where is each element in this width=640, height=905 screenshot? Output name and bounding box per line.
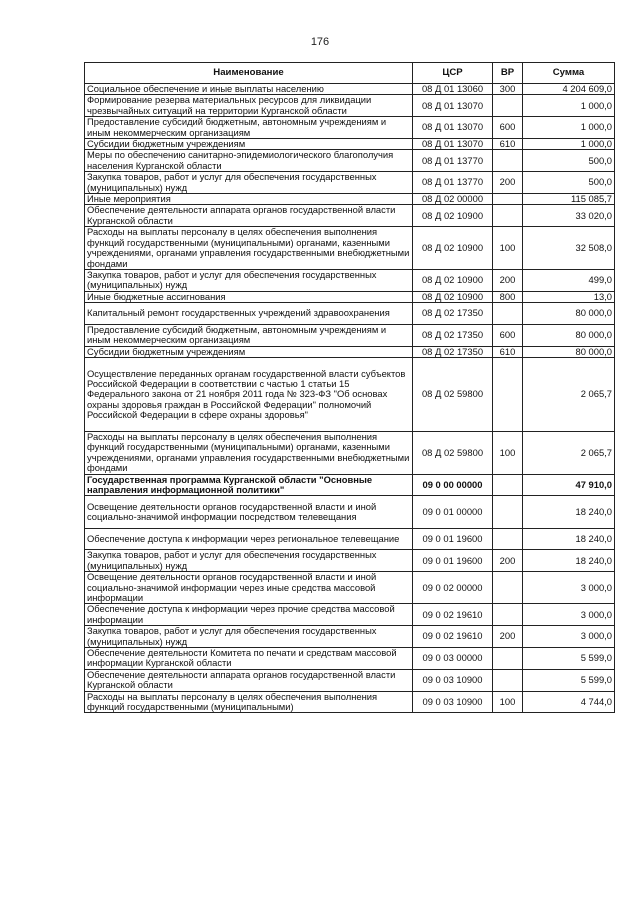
row-name: Освещение деятельности органов государственной власти и иной социально-значимой информации посредством телевещания [85,496,413,528]
table-row [85,269,615,291]
table-row [85,550,615,572]
row-name: Обеспечение доступа к информации через прочие средства массовой информации [85,604,413,626]
table-row [85,346,615,357]
row-sum: 33 020,0 [523,205,615,227]
table-row [85,303,615,325]
row-csr: 08 Д 02 59800 [413,431,493,474]
table-row [85,291,615,302]
row-sum: 499,0 [523,269,615,291]
row-vr: 800 [493,291,523,302]
row-sum: 4 204 609,0 [523,84,615,95]
row-sum: 3 000,0 [523,572,615,604]
row-csr: 09 0 01 19600 [413,528,493,550]
row-vr [493,604,523,626]
row-name: Расходы на выплаты персоналу в целях обеспечения выполнения функций государственными (муниципальными) органами, казенными учреждениями, органами управления государственными внебюджетными фондами [85,431,413,474]
row-vr [493,572,523,604]
table-header-row [85,63,615,84]
table-row [85,117,615,139]
row-sum: 2 065,7 [523,431,615,474]
row-vr [493,358,523,432]
row-name: Меры по обеспечению санитарно-эпидемиологического благополучия населения Курганской области [85,150,413,172]
table-row [85,648,615,670]
row-vr: 200 [493,269,523,291]
page-number: 176 [310,36,330,48]
row-name: Предоставление субсидий бюджетным, автономным учреждениям и иным некоммерческим организациям [85,324,413,346]
row-csr: 08 Д 02 00000 [413,194,493,205]
row-csr: 08 Д 01 13770 [413,150,493,172]
row-vr: 100 [493,691,523,713]
row-vr: 600 [493,117,523,139]
row-sum: 5 599,0 [523,669,615,691]
row-name: Субсидии бюджетным учреждениям [85,346,413,357]
table-row [85,431,615,474]
table-row [85,205,615,227]
row-sum: 3 000,0 [523,604,615,626]
budget-table [84,62,615,713]
row-name: Субсидии бюджетным учреждениям [85,139,413,150]
row-csr: 08 Д 01 13060 [413,84,493,95]
row-csr: 08 Д 02 10900 [413,227,493,270]
row-csr: 08 Д 02 10900 [413,291,493,302]
table-row [85,150,615,172]
row-sum: 500,0 [523,150,615,172]
row-sum: 80 000,0 [523,324,615,346]
row-vr [493,95,523,117]
row-name: Расходы на выплаты персоналу в целях обеспечения выполнения функций государственными (муниципальными) [85,691,413,713]
row-csr: 09 0 03 10900 [413,691,493,713]
row-name: Предоставление субсидий бюджетным, автономным учреждениям и иным некоммерческим организациям [85,117,413,139]
row-sum: 32 508,0 [523,227,615,270]
row-name: Капитальный ремонт государственных учреждений здравоохранения [85,303,413,325]
header-csr: ЦСР [413,63,493,84]
row-csr: 08 Д 01 13770 [413,172,493,194]
row-csr: 09 0 03 10900 [413,669,493,691]
row-csr: 09 0 01 19600 [413,550,493,572]
row-vr [493,528,523,550]
table-row [85,528,615,550]
table-row [85,604,615,626]
table-row [85,669,615,691]
row-vr [493,474,523,496]
row-sum: 5 599,0 [523,648,615,670]
table-row [85,139,615,150]
row-name: Закупка товаров, работ и услуг для обеспечения государственных (муниципальных) нужд [85,550,413,572]
row-sum: 18 240,0 [523,496,615,528]
table-body [85,84,615,713]
table-row [85,474,615,496]
table-row [85,358,615,432]
row-name: Обеспечение доступа к информации через региональное телевещание [85,528,413,550]
row-vr [493,303,523,325]
row-csr: 08 Д 01 13070 [413,139,493,150]
row-csr: 08 Д 02 17350 [413,346,493,357]
row-vr [493,496,523,528]
row-vr: 610 [493,346,523,357]
row-vr: 610 [493,139,523,150]
row-sum: 1 000,0 [523,95,615,117]
row-name: Обеспечение деятельности аппарата органов государственной власти Курганской области [85,669,413,691]
row-sum: 47 910,0 [523,474,615,496]
table-row [85,84,615,95]
row-vr: 100 [493,227,523,270]
table-row [85,691,615,713]
row-vr [493,150,523,172]
row-vr [493,648,523,670]
row-name: Осуществление переданных органам государственной власти субъектов Российской Федерации в соответствии с частью 1 статьи 15 Федерального закона от 21 ноября 2011 года № 323-ФЗ "Об основах охраны здоровья граждан в Российской Федерации" полномочий Российской Федерации в сфере охраны здоровья" [85,358,413,432]
row-csr: 08 Д 02 10900 [413,269,493,291]
row-sum: 115 085,7 [523,194,615,205]
table-row [85,227,615,270]
row-vr: 300 [493,84,523,95]
row-name: Обеспечение деятельности Комитета по печати и средствам массовой информации Курганской области [85,648,413,670]
table-row [85,172,615,194]
row-sum: 18 240,0 [523,550,615,572]
row-vr [493,669,523,691]
row-csr: 09 0 03 00000 [413,648,493,670]
row-csr: 09 0 00 00000 [413,474,493,496]
row-sum: 18 240,0 [523,528,615,550]
row-name: Освещение деятельности органов государственной власти и иной социально-значимой информации через иные средства массовой информации [85,572,413,604]
header-sum: Сумма [523,63,615,84]
row-vr: 200 [493,550,523,572]
row-csr: 08 Д 02 10900 [413,205,493,227]
row-vr: 600 [493,324,523,346]
row-sum: 500,0 [523,172,615,194]
table-row [85,626,615,648]
table-row [85,95,615,117]
row-sum: 80 000,0 [523,303,615,325]
row-csr: 09 0 02 19610 [413,626,493,648]
row-vr: 100 [493,431,523,474]
row-csr: 08 Д 02 59800 [413,358,493,432]
header-vr: ВР [493,63,523,84]
row-name: Социальное обеспечение и иные выплаты населению [85,84,413,95]
row-name: Иные бюджетные ассигнования [85,291,413,302]
row-csr: 09 0 02 19610 [413,604,493,626]
row-vr [493,194,523,205]
row-sum: 4 744,0 [523,691,615,713]
table-row [85,194,615,205]
row-name: Закупка товаров, работ и услуг для обеспечения государственных (муниципальных) нужд [85,269,413,291]
header-name: Наименование [85,63,413,84]
row-csr: 08 Д 01 13070 [413,117,493,139]
table-row [85,572,615,604]
row-name: Закупка товаров, работ и услуг для обеспечения государственных (муниципальных) нужд [85,626,413,648]
row-vr [493,205,523,227]
row-vr: 200 [493,172,523,194]
row-name: Обеспечение деятельности аппарата органов государственной власти Курганской области [85,205,413,227]
row-name: Закупка товаров, работ и услуг для обеспечения государственных (муниципальных) нужд [85,172,413,194]
row-name: Государственная программа Курганской области "Основные направления информационной политики" [85,474,413,496]
row-csr: 09 0 01 00000 [413,496,493,528]
row-sum: 1 000,0 [523,117,615,139]
row-sum: 80 000,0 [523,346,615,357]
table-row [85,324,615,346]
row-sum: 1 000,0 [523,139,615,150]
row-csr: 09 0 02 00000 [413,572,493,604]
table-row [85,496,615,528]
row-sum: 13,0 [523,291,615,302]
row-csr: 08 Д 01 13070 [413,95,493,117]
row-name: Формирование резерва материальных ресурсов для ликвидации чрезвычайных ситуаций на территории Курганской области [85,95,413,117]
row-vr: 200 [493,626,523,648]
row-csr: 08 Д 02 17350 [413,324,493,346]
row-name: Расходы на выплаты персоналу в целях обеспечения выполнения функций государственными (муниципальными) органами, казенными учреждениями, органами управления государственными внебюджетными фондами [85,227,413,270]
row-sum: 2 065,7 [523,358,615,432]
row-csr: 08 Д 02 17350 [413,303,493,325]
row-name: Иные мероприятия [85,194,413,205]
row-sum: 3 000,0 [523,626,615,648]
